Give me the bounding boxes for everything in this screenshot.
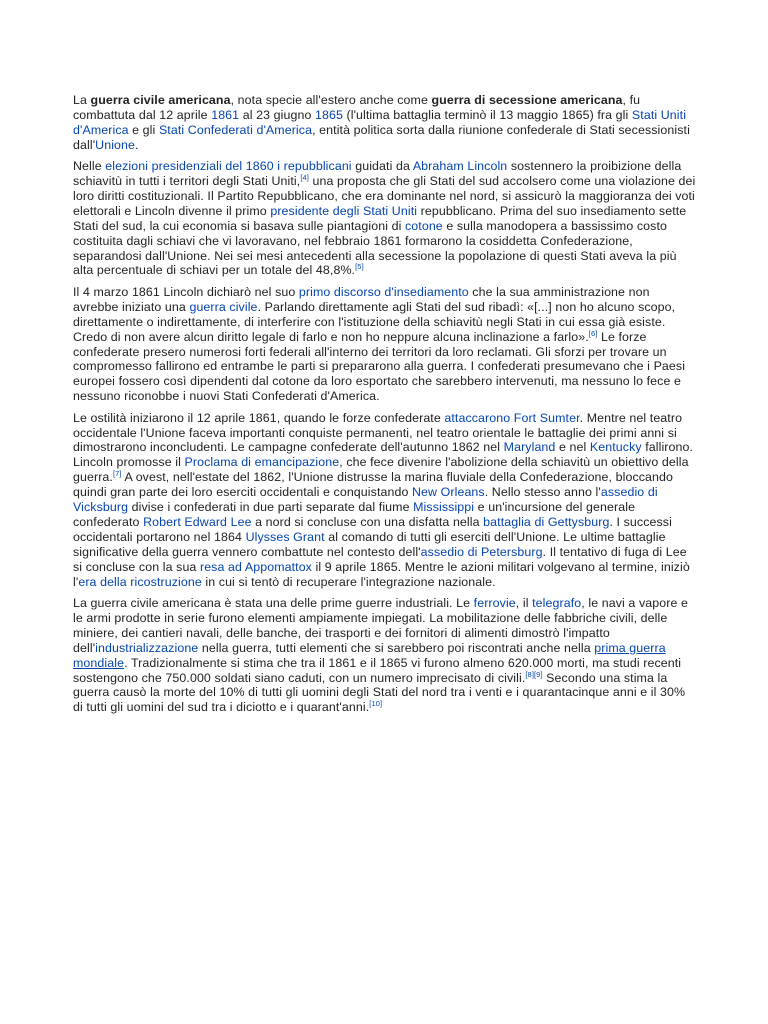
text-run: . [135, 137, 139, 152]
link-elezioni-presidenziali-del-1860[interactable]: elezioni presidenziali del 1860 [105, 159, 274, 174]
text-run: . Parlando direttamente agli Stati del sud ribadì: «[...] non ho alcuno scopo, direttamente o indirettamente, di interferire con l'istituzione della schiavitù negli Stati in cui essa già esiste. Credo di non avere alcun diritto legale di farlo e non ho neppure alcuna inclinazione a farlo». [73, 299, 676, 344]
text-run: al 23 giugno [239, 107, 315, 122]
text-run: . Nello stesso anno l' [484, 485, 601, 500]
link-unione[interactable]: Unione [95, 137, 136, 152]
link-prima-guerra-mondiale[interactable]: prima guerra mondiale [73, 640, 666, 670]
text-run: , il [515, 596, 533, 610]
link-cotone[interactable]: cotone [405, 218, 443, 233]
text-run: e nel [555, 440, 590, 455]
text-run: e gli [128, 122, 159, 137]
link-guerra-civile[interactable]: guerra civile [189, 299, 258, 314]
citation-link[interactable]: [8][9] [525, 669, 543, 679]
text-run: , fu combattuta dal 12 aprile [73, 93, 641, 122]
link-i-repubblicani[interactable]: i repubblicani [277, 159, 352, 174]
text-run: A ovest, nell'estate del 1862, l'Unione distrusse la marina fluviale della Confederazione, bloccando quindi gran parte dei loro eserciti occidentali e conquistando [73, 470, 674, 500]
link-stati-uniti-d-america[interactable]: Stati Uniti d'America [73, 107, 687, 137]
text-run: . Il tentativo di fuga di Lee si concluse con la sua [73, 544, 687, 574]
paragraph-hostilities [73, 411, 696, 590]
link-presidente-degli-stati-uniti[interactable]: presidente degli Stati Uniti [270, 203, 418, 218]
link-industrializzazione[interactable]: industrializzazione [95, 640, 199, 655]
text-run: , entità politica sorta dalla riunione confederale di Stati secessionisti dall' [73, 122, 690, 152]
text-run: e sulla manodopera a bassissimo costo costituita dagli schiavi che vi lavoravano, nel febbraio 1861 formarono la cosiddetta Confederazione, separandosi dall'Unione. Nei sei mesi antecedenti alla secessione la popolazione di questi Stati aveva la più alta percentuale di schiavi per un totale del 48,8%. [73, 218, 677, 278]
citation-link[interactable]: [6] [588, 328, 598, 338]
text-run: . Tradizionalmente si stima che tra il 1861 e il 1865 vi furono almeno 620.000 morti, ma studi recenti sostengono che 750.000 soldati siano caduti, con un numero imprecisato di civili. [73, 655, 682, 685]
paragraph-elections [73, 159, 696, 278]
link-proclama-di-emancipazione[interactable]: Proclama di emancipazione [184, 455, 340, 470]
citation-ref[interactable] [369, 699, 382, 708]
link-era-della-ricostruzione[interactable]: era della ricostruzione [78, 574, 202, 589]
link-ferrovie[interactable]: ferrovie [473, 596, 516, 610]
text-run: nella guerra, tutti elementi che si sarebbero poi riscontrati anche nella [198, 640, 595, 655]
text-run: guidati da [351, 159, 413, 174]
citation-link[interactable]: [10] [369, 699, 383, 709]
link-maryland[interactable]: Maryland [503, 440, 556, 455]
link-1861[interactable]: 1861 [211, 107, 240, 122]
text-run: Le ostilità iniziarono il 12 aprile 1861, quando le forze confederate [73, 410, 445, 425]
link-mississippi[interactable]: Mississippi [413, 500, 475, 515]
citation-link[interactable]: [4] [300, 172, 309, 182]
link-robert-edward-lee[interactable]: Robert Edward Lee [143, 514, 252, 529]
link-primo-discorso-d-insediamento[interactable]: primo discorso d'insediamento [298, 284, 469, 299]
link-battaglia-di-gettysburg[interactable]: battaglia di Gettysburg [483, 514, 610, 529]
text-run: fallirono. Lincoln promosse il [73, 440, 694, 470]
link-kentucky[interactable]: Kentucky [589, 440, 642, 455]
link-stati-confederati-d-america[interactable]: Stati Confederati d'America [158, 122, 313, 137]
text-run: a nord si concluse con una disfatta nella [251, 514, 484, 529]
text-run: Le forze confederate presero numerosi forti federali all'interno dei territori da loro reclamati. Gli sforzi per trovare un compromesso fallirono ed entrambe le parti si prepararono alla guerra. I confederati presumevano che i Paesi europei fossero così dipendenti dal cotone da loro esportato che sarebbero intervenuti, ma nessuno lo fece e nessuno riconobbe i nuovi Stati Confederati d'America. [73, 329, 686, 404]
text-run: sostennero la proibizione della schiavitù in tutti i territori degli Stati Uniti, [73, 159, 682, 189]
citation-link[interactable]: [7] [112, 469, 122, 479]
text-run: che la sua amministrazione non avrebbe iniziato una [73, 284, 650, 314]
article-body [73, 93, 696, 722]
bold-term: guerra di secessione americana [431, 93, 623, 107]
link-attaccarono-fort-sumter[interactable]: attaccarono Fort Sumter [444, 410, 580, 425]
text-run: La [73, 93, 91, 107]
text-run: repubblicano. Prima del suo insediamento sette Stati del sud, la cui economia si basava sulle piantagioni di [73, 203, 687, 233]
citation-ref[interactable] [113, 469, 122, 478]
citation-ref[interactable] [300, 173, 309, 182]
text-run: una proposta che gli Stati del sud accolsero come una violazione dei loro diritti costituzionali. Il Partito Repubblicano, che era dominante nel nord, si assicurò la maggioranza dei voti elettorali e Lincoln divenne il primo [73, 174, 696, 218]
text-run: Il 4 marzo 1861 Lincoln dichiarò nel suo [73, 284, 299, 299]
text-run: La guerra civile americana è stata una delle prime guerre industriali. Le [73, 596, 474, 610]
citation-ref[interactable] [355, 262, 364, 271]
text-run: . I successi occidentali portarono nel 1864 [73, 514, 672, 544]
text-run: in cui si tentò di recuperare l'integrazione nazionale. [201, 574, 496, 589]
link-assedio-di-vicksburg[interactable]: assedio di Vicksburg [73, 485, 658, 515]
text-run: e un'incursione del generale confederato [73, 500, 636, 529]
link-1865[interactable]: 1865 [314, 107, 343, 122]
text-run: , le navi a vapore e le armi prodotte in serie furono elementi ampiamente impiegati. La mobilitazione delle fabbriche civili, delle miniere, dei cantieri navali, delle banche, dei trasporti e dei fornitori di alimenti dimostrò l'impatto dell' [73, 596, 688, 655]
link-assedio-di-petersburg[interactable]: assedio di Petersburg [420, 544, 543, 559]
citation-link[interactable]: [5] [355, 262, 364, 272]
text-run: Secondo una stima la guerra causò la morte del 10% di tutti gli uomini degli Stati del nord tra i venti e i quarantacinque anni e il 30% di tutti gli uomini del sud tra i diciotto e i quarant'anni. [73, 670, 686, 715]
text-run: , che fece divenire l'abolizione della schiavitù un obiettivo della guerra. [73, 455, 689, 485]
text-run: . Mentre nel teatro occidentale l'Unione faceva importanti conquiste permanenti, nel teatro orientale le battaglie dei primi anni si dimostrarono inconcludenti. Le campagne confederate dell'autunno 1862 nel [73, 410, 683, 455]
text-run: al comando di tutti gli eserciti dell'Unione. Le ultime battaglie significative della guerra vennero combattute nel contesto dell' [73, 529, 666, 559]
paragraph-intro [73, 93, 696, 153]
citation-ref[interactable] [525, 669, 542, 678]
text-run: il 9 aprile 1865. Mentre le azioni militari volgevano al termine, iniziò l' [73, 559, 690, 589]
link-ulysses-grant[interactable]: Ulysses Grant [245, 529, 325, 544]
link-resa-ad-appomattox[interactable]: resa ad Appomattox [199, 559, 312, 574]
text-run: Nelle [73, 159, 106, 174]
link-new-orleans[interactable]: New Orleans [412, 485, 485, 500]
text-run: (l'ultima battaglia terminò il 13 maggio 1865) fra gli [342, 107, 632, 122]
paragraph-inauguration [73, 285, 696, 404]
link-telegrafo[interactable]: telegrafo [532, 596, 582, 610]
text-run: divise i confederati in due parti separate dal fiume [128, 500, 414, 515]
text-run: , nota specie all'estero anche come [230, 93, 432, 107]
link-abraham-lincoln[interactable]: Abraham Lincoln [412, 159, 508, 174]
paragraph-industrial-war [73, 596, 696, 715]
bold-term: guerra civile americana [90, 93, 231, 107]
